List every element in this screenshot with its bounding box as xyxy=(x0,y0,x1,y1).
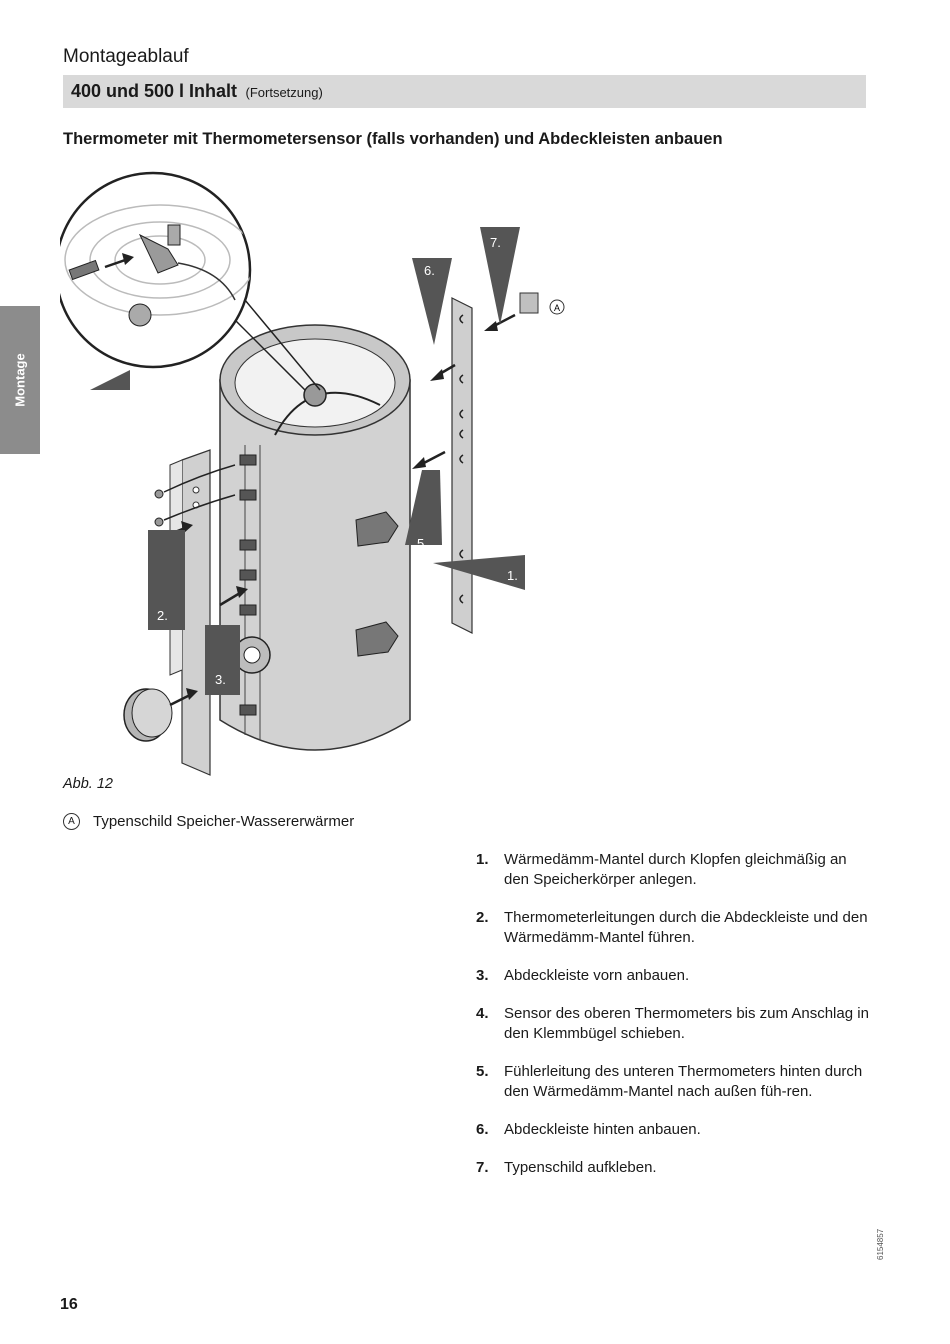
callout-3: 3. xyxy=(215,672,226,687)
step-item xyxy=(476,1004,871,1044)
side-tab-label: Montage xyxy=(12,353,28,407)
step-number: 2. xyxy=(476,909,489,926)
step-text: Abdeckleiste hinten anbauen. xyxy=(504,1121,701,1138)
figure-legend xyxy=(63,813,354,830)
callout-1: 1. xyxy=(507,568,518,583)
step-number: 7. xyxy=(476,1159,489,1176)
step-item xyxy=(476,908,871,948)
thermometer-dial xyxy=(124,689,172,741)
step-number: 5. xyxy=(476,1063,489,1080)
page-number: 16 xyxy=(60,1296,78,1313)
legend-text: Typenschild Speicher-Wassererwärmer xyxy=(93,813,355,830)
assembly-illustration xyxy=(60,165,580,785)
back-cover-strip xyxy=(452,298,472,633)
page-header-title: Montageablauf xyxy=(63,46,189,67)
step-item xyxy=(476,1062,871,1102)
figure-caption: Abb. 12 xyxy=(63,776,113,792)
step-number: 4. xyxy=(476,1005,489,1022)
type-plate xyxy=(520,293,564,314)
callout-6: 6. xyxy=(424,263,435,278)
step-number: 6. xyxy=(476,1121,489,1138)
step-item xyxy=(476,1158,871,1178)
step-text: Wärmedämm-Mantel durch Klopfen gleichmäßig an den Speicherkörper anlegen. xyxy=(504,851,847,888)
marker-a-label: A xyxy=(553,303,561,313)
legend-marker: A xyxy=(63,813,80,830)
step-list xyxy=(476,850,871,1196)
side-tab xyxy=(0,306,40,454)
section-title-bar xyxy=(63,75,866,108)
step-text: Thermometerleitungen durch die Abdeckleiste und den Wärmedämm-Mantel führen. xyxy=(504,909,868,946)
section-title: 400 und 500 l Inhalt xyxy=(71,81,238,101)
step-item xyxy=(476,1120,871,1140)
step-text: Fühlerleitung des unteren Thermometers hinten durch den Wärmedämm-Mantel nach außen füh-ren. xyxy=(504,1063,863,1100)
step-item xyxy=(476,850,871,890)
step-number: 1. xyxy=(476,851,489,868)
step-item xyxy=(476,966,871,986)
step-text: Abdeckleiste vorn anbauen. xyxy=(504,967,690,984)
step-text: Typenschild aufkleben. xyxy=(504,1159,657,1176)
callout-7: 7. xyxy=(490,235,501,250)
callout-5: 5. xyxy=(417,536,428,551)
subheading: Thermometer mit Thermometersensor (falls vorhanden) und Abdeckleisten anbauen xyxy=(63,130,723,148)
section-subtitle: (Fortsetzung) xyxy=(245,85,323,100)
step-text: Sensor des oberen Thermometers bis zum Anschlag in den Klemmbügel schieben. xyxy=(504,1005,869,1042)
document-code: 6154857 xyxy=(876,1228,885,1260)
callout-2: 2. xyxy=(157,608,168,623)
step-number: 3. xyxy=(476,967,489,984)
